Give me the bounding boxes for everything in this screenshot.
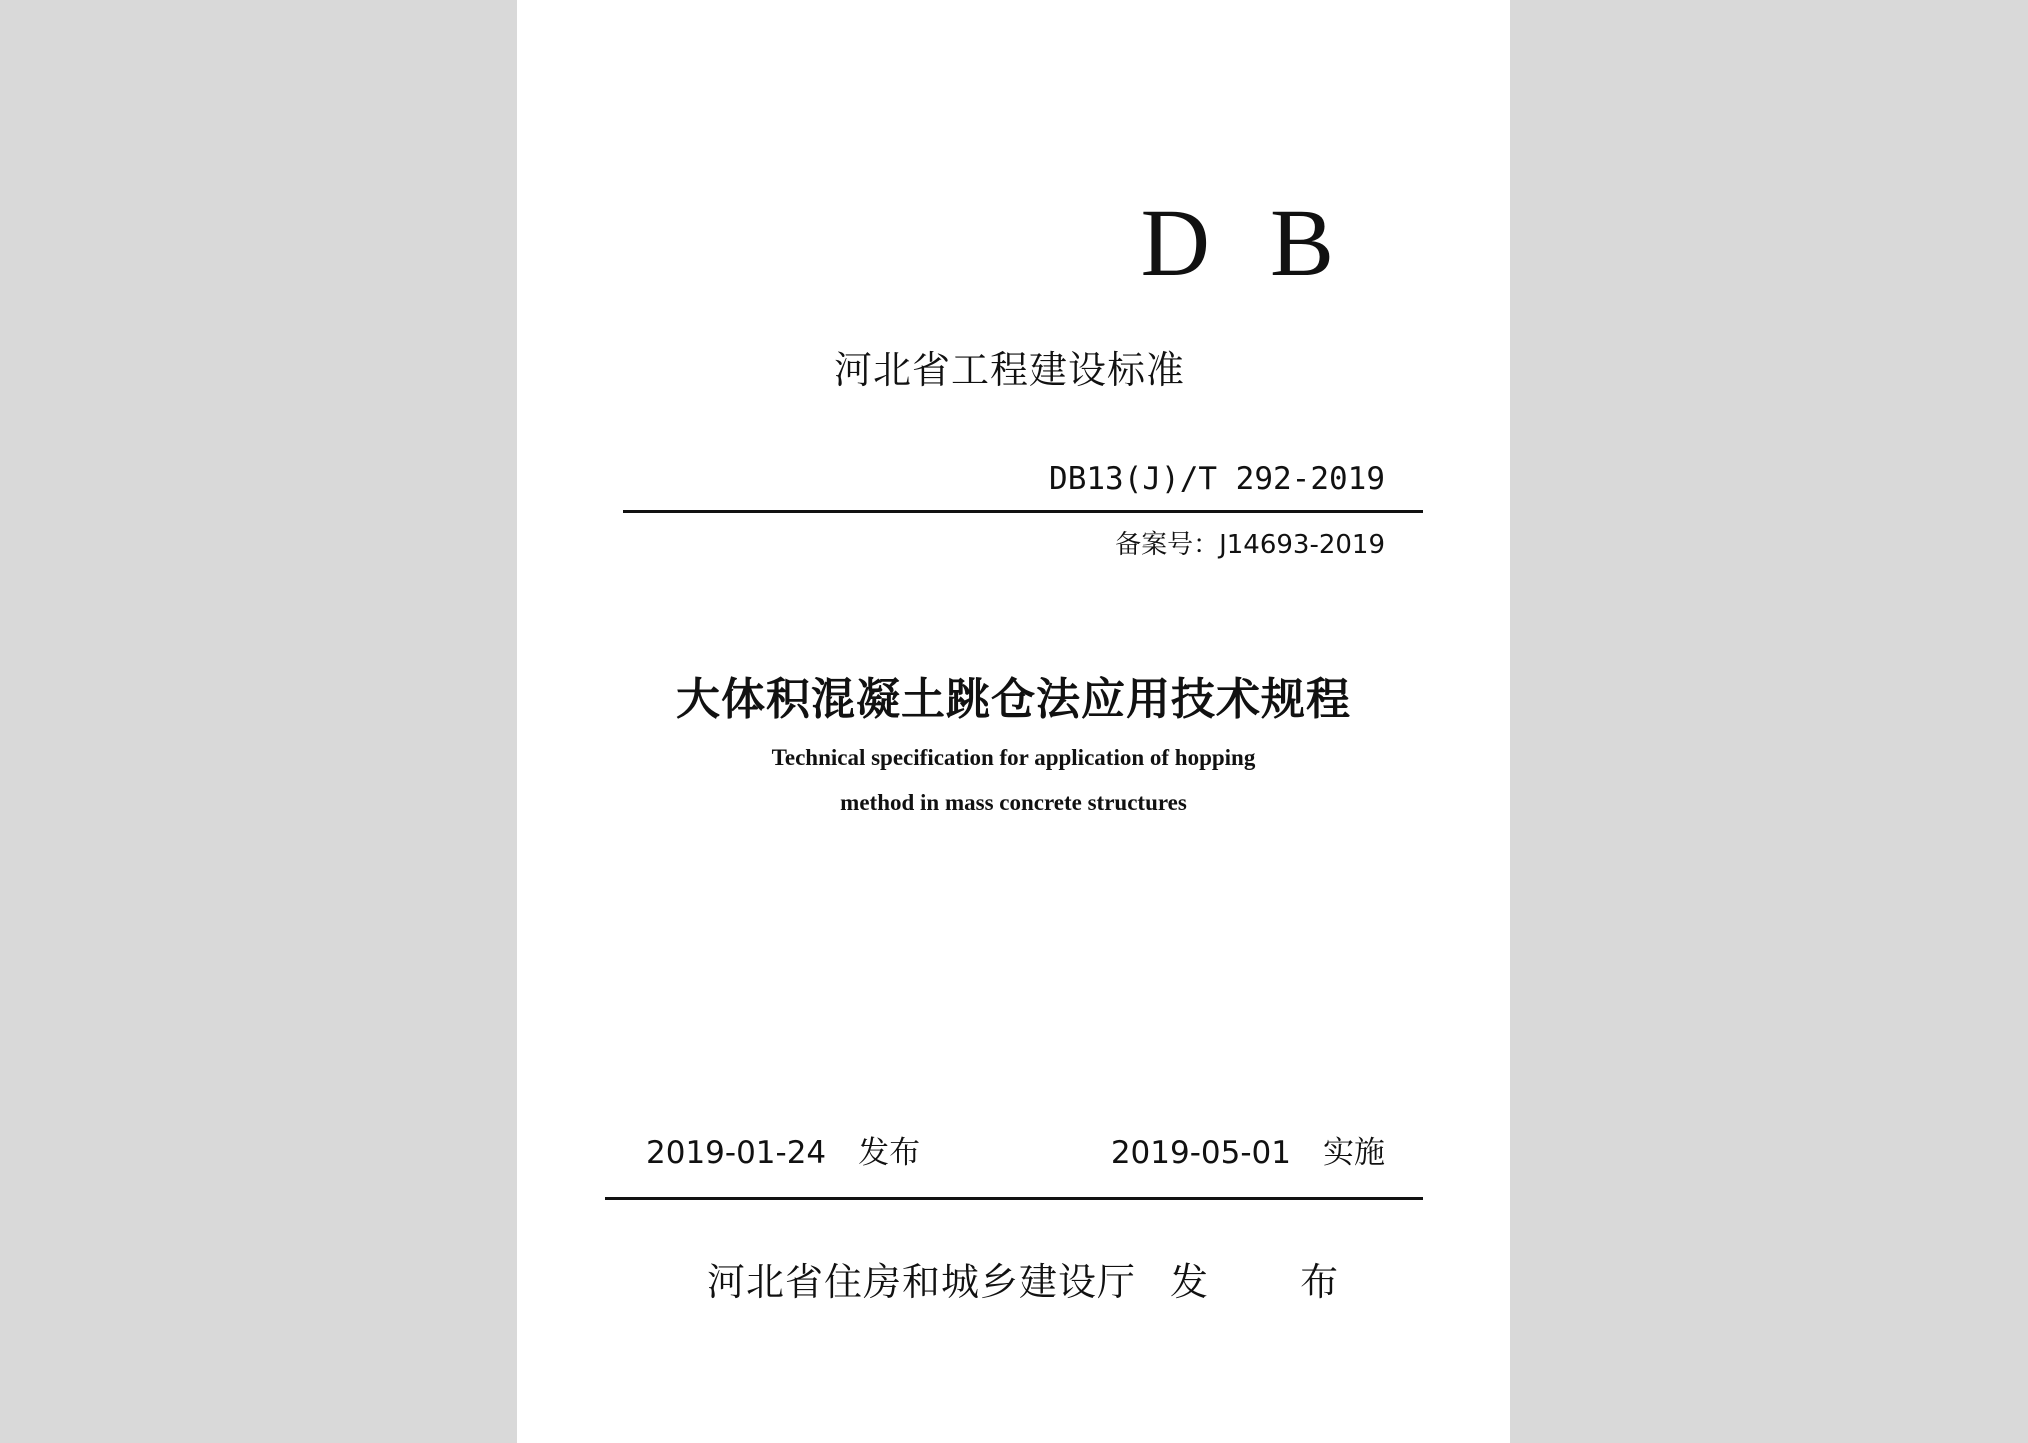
issue-label: 发布 [858, 1135, 921, 1171]
publisher-name: 河北省住房和城乡建设厅 [707, 1260, 1137, 1304]
issue-date: 2019-01-24 [646, 1135, 827, 1171]
top-divider [623, 510, 1423, 513]
issue-date-block [646, 1135, 921, 1171]
bottom-divider [605, 1197, 1423, 1200]
record-number: 备案号：J14693-2019 [1115, 530, 1385, 560]
standard-type: 河北省工程建设标准 [834, 348, 1186, 392]
document-page [517, 0, 1510, 1443]
implement-label: 实施 [1323, 1135, 1385, 1171]
implement-date-block [1110, 1135, 1385, 1171]
publisher-block [707, 1260, 1379, 1304]
standard-category-mark: D B [1140, 189, 1352, 296]
implement-date: 2019-05-01 [1110, 1135, 1291, 1171]
document-title-english-line1: Technical specification for application of hopping [771, 745, 1256, 770]
standard-code: DB13(J)/T 292-2019 [1049, 461, 1385, 497]
publisher-action: 发 布 [1170, 1260, 1379, 1304]
document-title-english-line2: method in mass concrete structures [840, 790, 1187, 815]
document-title-chinese: 大体积混凝土跳仓法应用技术规程 [676, 674, 1351, 725]
